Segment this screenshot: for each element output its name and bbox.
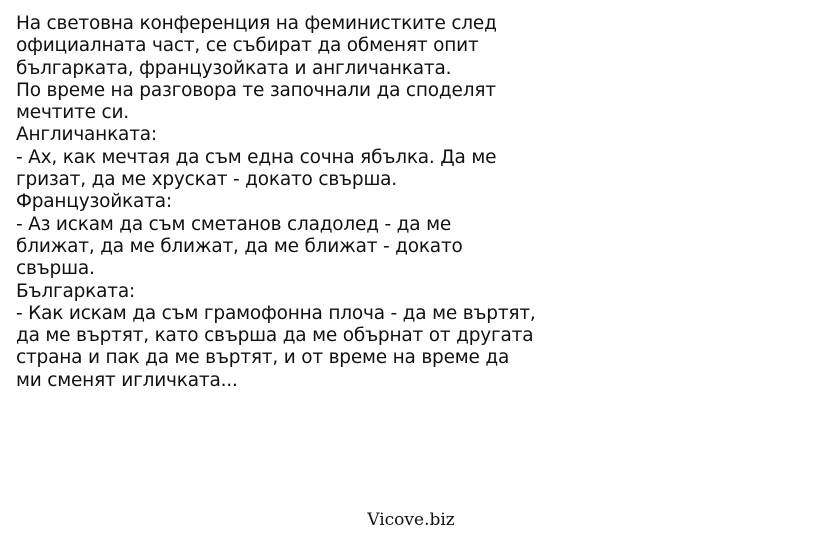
- joke-line: да ме въртят, като свърша да ме обърнат от другата: [16, 325, 534, 347]
- joke-line: свърша.: [16, 258, 95, 280]
- joke-line: българката, французойката и англичанката.: [16, 57, 452, 79]
- joke-line: ми сменят игличката...: [16, 369, 238, 391]
- joke-line: официалната част, се събират да обменят опит: [16, 35, 479, 57]
- joke-line: гризат, да ме хрускат - докато свърша.: [16, 169, 397, 191]
- joke-text: [16, 13, 656, 392]
- joke-line: - Ах, как мечтая да съм една сочна ябълка. Да ме: [16, 146, 497, 168]
- site-watermark: Vicove.biz: [367, 510, 455, 530]
- joke-line: - Как искам да съм грамофонна плоча - да ме въртят,: [16, 302, 536, 324]
- joke-line: страна и пак да ме въртят, и от време на време да: [16, 347, 510, 369]
- joke-line: Българката:: [16, 280, 136, 302]
- joke-line: ближат, да ме ближат, да ме ближат - докато: [16, 235, 463, 257]
- joke-line: По време на разговора те започнали да споделят: [16, 79, 496, 101]
- joke-line: - Аз искам да съм сметанов сладолед - да ме: [16, 213, 452, 235]
- joke-line: Французойката:: [16, 191, 172, 213]
- joke-line: На световна конференция на феминистките след: [16, 13, 497, 34]
- joke-line: Англичанката:: [16, 124, 157, 146]
- joke-line: мечтите си.: [16, 102, 129, 124]
